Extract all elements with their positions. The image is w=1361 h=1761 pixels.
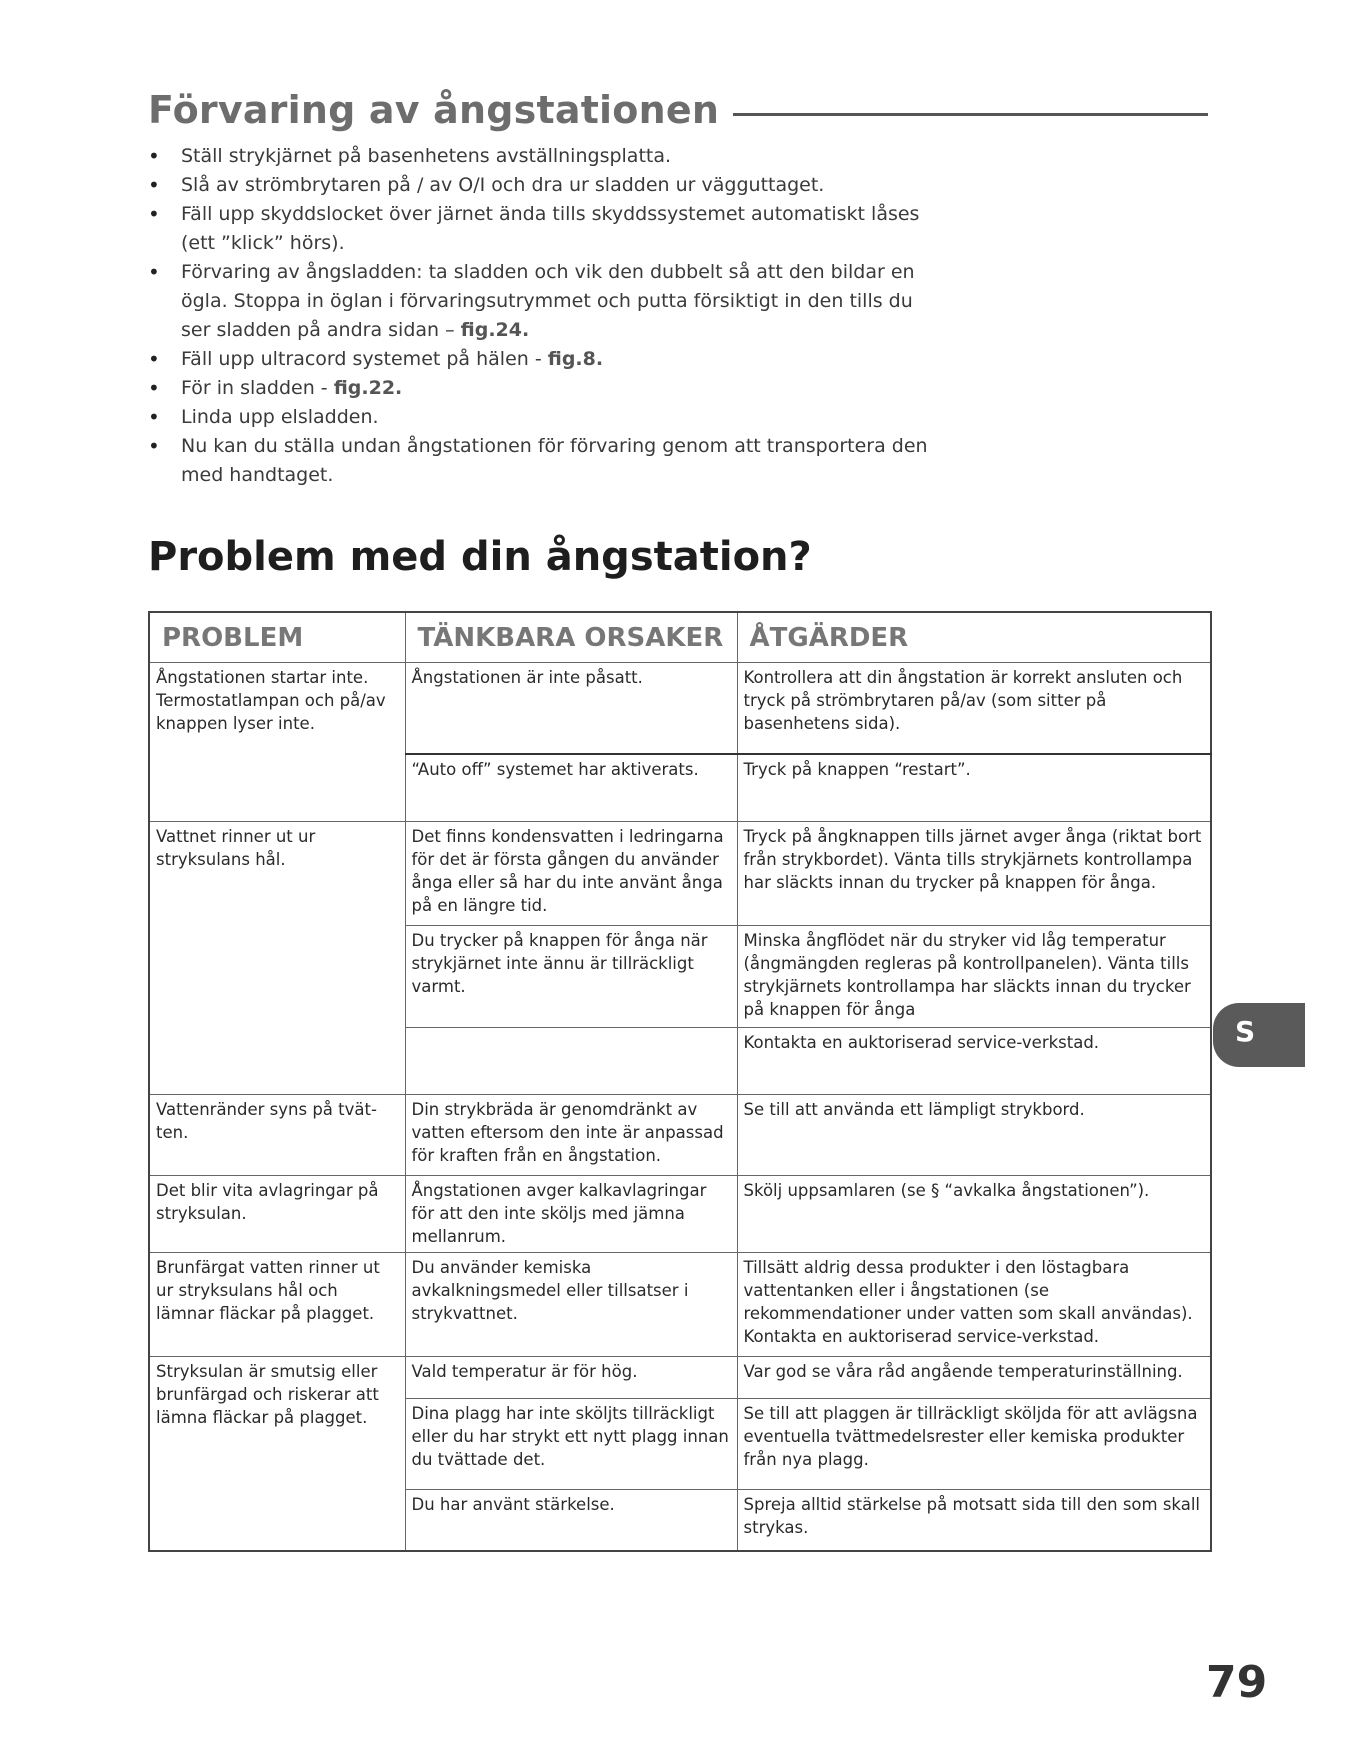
table-row	[149, 1095, 1211, 1176]
table-header-row	[149, 612, 1211, 663]
table-row	[149, 1253, 1211, 1357]
language-tab	[1213, 1003, 1305, 1067]
header-problem: PROBLEM	[149, 612, 405, 663]
storage-section-title	[148, 88, 1208, 132]
list-item: • Fäll upp ultracord systemet på hälen - fig.8.	[148, 345, 938, 374]
cause-cell: Vald temperatur är för hög.	[405, 1357, 737, 1399]
problem-cell: Vattenränder syns på tvät-ten.	[149, 1095, 405, 1176]
cause-cell: Det finns kondensvatten i ledringarna för det är första gången du använder ånga eller så har du inte använt ånga på en längre tid.	[405, 822, 737, 926]
list-item: • Förvaring av ångsladden: ta sladden och vik den dubbelt så att den bildar en ögla. Stoppa in öglan i förvaringsutrymmet och putta försiktigt in den tills du ser sladden på andra sidan – fig.24.	[148, 258, 938, 345]
figure-reference: fig.8.	[547, 348, 604, 370]
table-row	[149, 1357, 1211, 1399]
action-cell: Tillsätt aldrig dessa produkter i den löstagbara vattentanken eller i ångstationen (se rekommendationer under vatten som skall användas). Kontakta en auktoriserad service-verkstad.	[737, 1253, 1211, 1357]
page-number: 79	[1206, 1657, 1268, 1708]
action-cell: Spreja alltid stärkelse på motsatt sida till den som skall strykas.	[737, 1490, 1211, 1551]
action-cell: Se till att plaggen är tillräckligt sköljda för att avlägsna eventuella tvättmedelsrester eller kemiska produkter från nya plagg.	[737, 1399, 1211, 1490]
problem-cell: Stryksulan är smutsig eller brunfärgad och riskerar att lämna fläckar på plagget.	[149, 1357, 405, 1551]
cause-cell: Du har använt stärkelse.	[405, 1490, 737, 1551]
list-item: • Nu kan du ställa undan ångstationen för förvaring genom att transportera den med handtaget.	[148, 432, 938, 490]
problem-cell: Ångstationen startar inte. Termostatlampan och på/av knappen lyser inte.	[149, 663, 405, 822]
list-item: • För in sladden - fig.22.	[148, 374, 938, 403]
table-row	[149, 1176, 1211, 1253]
troubleshooting-table	[148, 611, 1212, 1552]
action-cell: Skölj uppsamlaren (se § “avkalka ångstationen”).	[737, 1176, 1211, 1253]
cause-cell: Du trycker på knappen för ånga när strykjärnet inte ännu är tillräckligt varmt.	[405, 926, 737, 1028]
action-cell: Tryck på ångknappen tills järnet avger ånga (riktat bort från strykbordet). Vänta tills strykjärnets kontrollampa har släckts innan du trycker på knappen för ånga.	[737, 822, 1211, 926]
list-item: • Linda upp elsladden.	[148, 403, 938, 432]
figure-reference: fig.22.	[333, 377, 403, 399]
cause-cell: Ångstationen avger kalkavlagringar för att den inte sköljs med jämna mellanrum.	[405, 1176, 737, 1253]
action-cell: Kontakta en auktoriserad service-verkstad.	[737, 1028, 1211, 1095]
problem-cell: Vattnet rinner ut ur stryksulans hål.	[149, 822, 405, 1095]
cause-cell: Du använder kemiska avkalkningsmedel eller tillsatser i strykvattnet.	[405, 1253, 737, 1357]
action-cell: Se till att använda ett lämpligt strykbord.	[737, 1095, 1211, 1176]
problems-heading: Problem med din ångstation?	[148, 534, 812, 580]
header-causes: TÄNKBARA ORSAKER	[405, 612, 737, 663]
cause-cell	[405, 1028, 737, 1095]
title-rule	[733, 113, 1208, 116]
figure-reference: fig.24.	[460, 319, 530, 341]
cause-cell: Din strykbräda är genomdränkt av vatten eftersom den inte är anpassad för kraften från en ångstation.	[405, 1095, 737, 1176]
table-row	[149, 663, 1211, 754]
list-item: • Fäll upp skyddslocket över järnet ända tills skyddssystemet automatiskt låses (ett ”klick” hörs).	[148, 200, 938, 258]
storage-title-text: Förvaring av ångstationen	[148, 88, 720, 132]
problem-cell: Det blir vita avlagringar på stryksulan.	[149, 1176, 405, 1253]
header-actions: ÅTGÄRDER	[737, 612, 1211, 663]
language-tab-label: S	[1235, 1015, 1256, 1048]
storage-instructions-list	[148, 142, 938, 490]
action-cell: Kontrollera att din ångstation är korrekt ansluten och tryck på strömbrytaren på/av (som sitter på basenhetens sida).	[737, 663, 1211, 754]
table-row	[149, 822, 1211, 926]
problem-cell: Brunfärgat vatten rinner ut ur stryksulans hål och lämnar fläckar på plagget.	[149, 1253, 405, 1357]
action-cell: Tryck på knappen “restart”.	[737, 754, 1211, 822]
list-item: • Slå av strömbrytaren på / av O/I och dra ur sladden ur vägguttaget.	[148, 171, 938, 200]
action-cell: Minska ångflödet när du stryker vid låg temperatur (ångmängden regleras på kontrollpanelen). Vänta tills strykjärnets kontrollampa har släckts innan du trycker på knappen för ånga	[737, 926, 1211, 1028]
cause-cell: Ångstationen är inte påsatt.	[405, 663, 737, 754]
cause-cell: Dina plagg har inte sköljts tillräckligt eller du har strykt ett nytt plagg innan du tvättade det.	[405, 1399, 737, 1490]
cause-cell: “Auto off” systemet har aktiverats.	[405, 754, 737, 822]
action-cell: Var god se våra råd angående temperaturinställning.	[737, 1357, 1211, 1399]
list-item: • Ställ strykjärnet på basenhetens avställningsplatta.	[148, 142, 938, 171]
